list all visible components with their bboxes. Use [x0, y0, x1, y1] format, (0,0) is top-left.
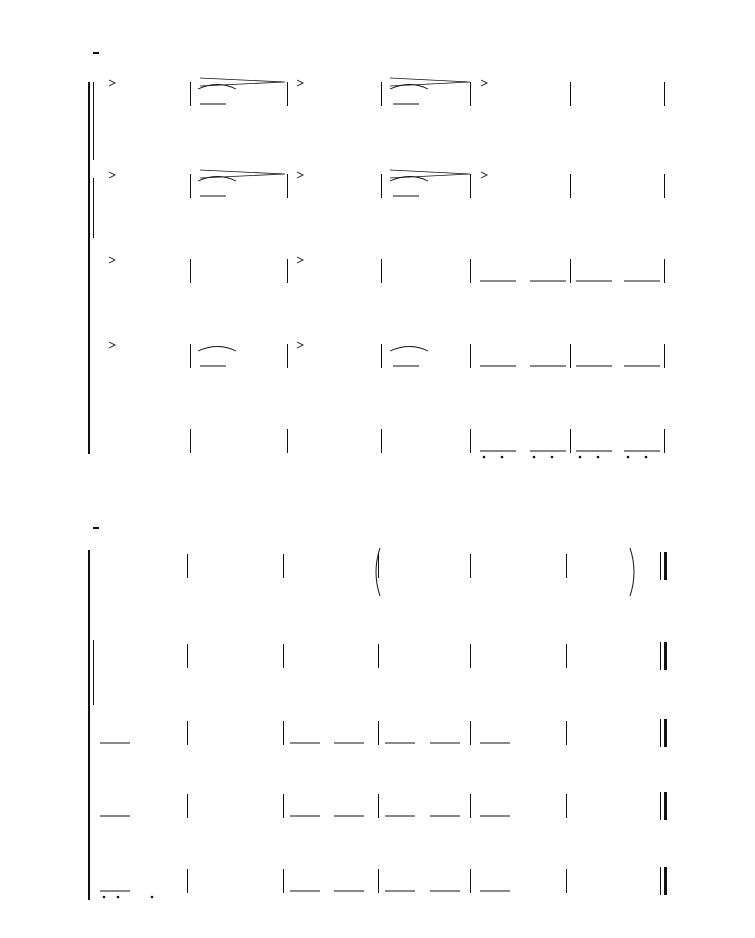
- accent-mark: [109, 257, 115, 263]
- octave-dot: [501, 456, 504, 459]
- accent-mark: [297, 257, 303, 263]
- octave-dot: [103, 896, 106, 899]
- accent-mark: [481, 80, 487, 86]
- voice-brace: [630, 548, 634, 596]
- octave-dot: [597, 456, 600, 459]
- octave-dot: [645, 456, 648, 459]
- accent-mark: [109, 80, 115, 86]
- slur: [198, 347, 236, 352]
- octave-dot: [117, 896, 120, 899]
- accent-mark: [109, 172, 115, 178]
- accent-mark: [297, 172, 303, 178]
- octave-dot: [551, 456, 554, 459]
- octave-dot: [151, 896, 154, 899]
- slur: [390, 347, 428, 352]
- voice-brace: [376, 548, 380, 596]
- octave-dot: [483, 456, 486, 459]
- accent-mark: [109, 342, 115, 348]
- accent-mark: [481, 172, 487, 178]
- accent-mark: [297, 80, 303, 86]
- octave-dot: [579, 456, 582, 459]
- octave-dot: [627, 456, 630, 459]
- accent-mark: [297, 342, 303, 348]
- octave-dot: [533, 456, 536, 459]
